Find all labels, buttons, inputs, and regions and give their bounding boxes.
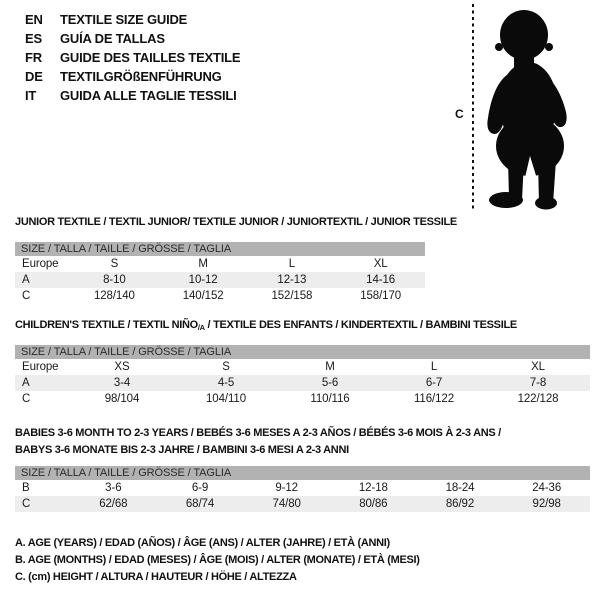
size-cell: XL xyxy=(373,258,388,270)
row-label: A xyxy=(22,274,30,286)
value-cell: 92/98 xyxy=(532,498,561,510)
language-row-de xyxy=(25,67,240,86)
row-label: C xyxy=(22,290,31,302)
table-row-height xyxy=(15,496,590,512)
size-header-bar: SIZE / TALLA / TAILLE / GRÖSSE / TAGLIA xyxy=(15,242,425,256)
value-cell: 12-18 xyxy=(358,482,388,494)
language-code: FR xyxy=(25,50,42,65)
table-row-age-months xyxy=(15,480,590,496)
table-row-height xyxy=(15,288,425,304)
babies-title-line2: BABYS 3-6 MONATE BIS 2-3 JAHRE / BAMBINI 3-6 MESI A 2-3 ANNI xyxy=(15,443,349,456)
value-cell: 104/110 xyxy=(205,393,247,405)
value-cell: 6-7 xyxy=(425,377,443,389)
value-cell: 3-4 xyxy=(113,377,131,389)
value-cell: 110/116 xyxy=(310,393,350,405)
value-cell: 116/122 xyxy=(413,393,455,405)
children-title-prefix: CHILDREN'S TEXTILE / TEXTIL NIÑO xyxy=(15,319,198,331)
legend-line-b: B. AGE (MONTHS) / EDAD (MESES) / ÂGE (MOIS) / ALTER (MONATE) / ETÀ (MESI) xyxy=(15,554,420,566)
value-cell: 9-12 xyxy=(275,482,298,494)
size-header-bar: SIZE / TALLA / TAILLE / GRÖSSE / TAGLIA xyxy=(15,466,590,480)
baby-silhouette-icon xyxy=(482,4,594,210)
value-cell: 86/92 xyxy=(445,498,475,510)
value-cell: 24-36 xyxy=(532,482,562,494)
value-cell: 128/140 xyxy=(93,290,135,302)
size-cell: L xyxy=(288,258,296,270)
language-header xyxy=(25,10,240,105)
babies-title-line1: BABIES 3-6 MONTH TO 2-3 YEARS / BEBÉS 3-6 MESES A 2-3 AÑOS / BÉBÉS 3-6 MOIS À 2-3 ANS / xyxy=(15,427,501,439)
size-cell: M xyxy=(198,258,208,270)
table-row-europe xyxy=(15,359,590,375)
value-cell: 3-6 xyxy=(105,482,122,494)
value-cell: 14-16 xyxy=(366,274,396,286)
table-row-age xyxy=(15,272,425,288)
size-cell: M xyxy=(325,361,335,373)
measure-legend xyxy=(15,535,420,586)
value-cell: 80/86 xyxy=(359,498,388,510)
children-title-suffix: / TEXTILE DES ENFANTS / KINDERTEXTIL / BAMBINI TESSILE xyxy=(204,319,517,331)
size-cell: S xyxy=(110,258,119,270)
value-cell: 6-9 xyxy=(191,482,209,494)
language-row-en xyxy=(25,10,240,29)
value-cell: 158/170 xyxy=(360,290,402,302)
language-code: IT xyxy=(25,88,37,103)
language-title: GUIDA ALLE TAGLIE TESSILI xyxy=(60,88,237,103)
language-title: GUÍA DE TALLAS xyxy=(60,31,165,46)
babies-size-table xyxy=(15,466,590,512)
legend-line-c: C. (cm) HEIGHT / ALTURA / HAUTEUR / HÖHE / ALTEZZA xyxy=(15,571,297,583)
row-label: C xyxy=(22,498,31,510)
row-label: A xyxy=(22,377,30,389)
table-row-height xyxy=(15,391,590,407)
children-title-subscript: /A xyxy=(197,323,205,332)
language-code: EN xyxy=(25,12,43,27)
height-measure-dashed-line xyxy=(471,4,475,209)
value-cell: 18-24 xyxy=(445,482,475,494)
size-header-bar: SIZE / TALLA / TAILLE / GRÖSSE / TAGLIA xyxy=(15,345,590,359)
row-label: Europe xyxy=(22,258,59,270)
language-code: ES xyxy=(25,31,42,46)
value-cell: 10-12 xyxy=(188,274,218,286)
size-cell: S xyxy=(222,361,230,373)
language-title: TEXTILGRÖßENFÜHRUNG xyxy=(60,69,222,84)
size-cell: L xyxy=(430,361,438,373)
babies-section-title xyxy=(15,425,501,458)
legend-line-a: A. AGE (YEARS) / EDAD (AÑOS) / ÂGE (ANS) / ALTER (JAHRE) / ETÀ (ANNI) xyxy=(15,537,390,549)
value-cell: 5-6 xyxy=(321,377,339,389)
junior-size-table xyxy=(15,242,425,304)
language-title: GUIDE DES TAILLES TEXTILE xyxy=(60,50,241,65)
language-title: TEXTILE SIZE GUIDE xyxy=(60,12,188,27)
language-code: DE xyxy=(25,69,43,84)
value-cell: 140/152 xyxy=(182,290,224,302)
value-cell: 74/80 xyxy=(272,498,301,510)
value-cell: 152/158 xyxy=(271,290,313,302)
value-cell: 12-13 xyxy=(277,274,307,286)
table-row-age xyxy=(15,375,590,391)
value-cell: 7-8 xyxy=(529,377,547,389)
junior-section-title: JUNIOR TEXTILE / TEXTIL JUNIOR/ TEXTILE JUNIOR / JUNIORTEXTIL / JUNIOR TESSILE xyxy=(15,216,457,228)
language-row-es xyxy=(25,29,240,48)
children-section-title xyxy=(15,319,517,332)
value-cell: 4-5 xyxy=(217,377,235,389)
row-label: B xyxy=(22,482,30,494)
language-row-fr xyxy=(25,48,240,67)
language-row-it xyxy=(25,86,240,105)
table-row-europe xyxy=(15,256,425,272)
value-cell: 98/104 xyxy=(104,393,140,405)
size-cell: XS xyxy=(114,361,130,373)
value-cell: 8-10 xyxy=(103,274,126,286)
children-size-table xyxy=(15,345,590,407)
size-cell: XL xyxy=(531,361,545,373)
height-measure-label: C xyxy=(455,107,464,121)
value-cell: 62/68 xyxy=(99,498,128,510)
row-label: Europe xyxy=(22,361,59,373)
value-cell: 122/128 xyxy=(517,393,559,405)
value-cell: 68/74 xyxy=(185,498,215,510)
row-label: C xyxy=(22,393,31,405)
